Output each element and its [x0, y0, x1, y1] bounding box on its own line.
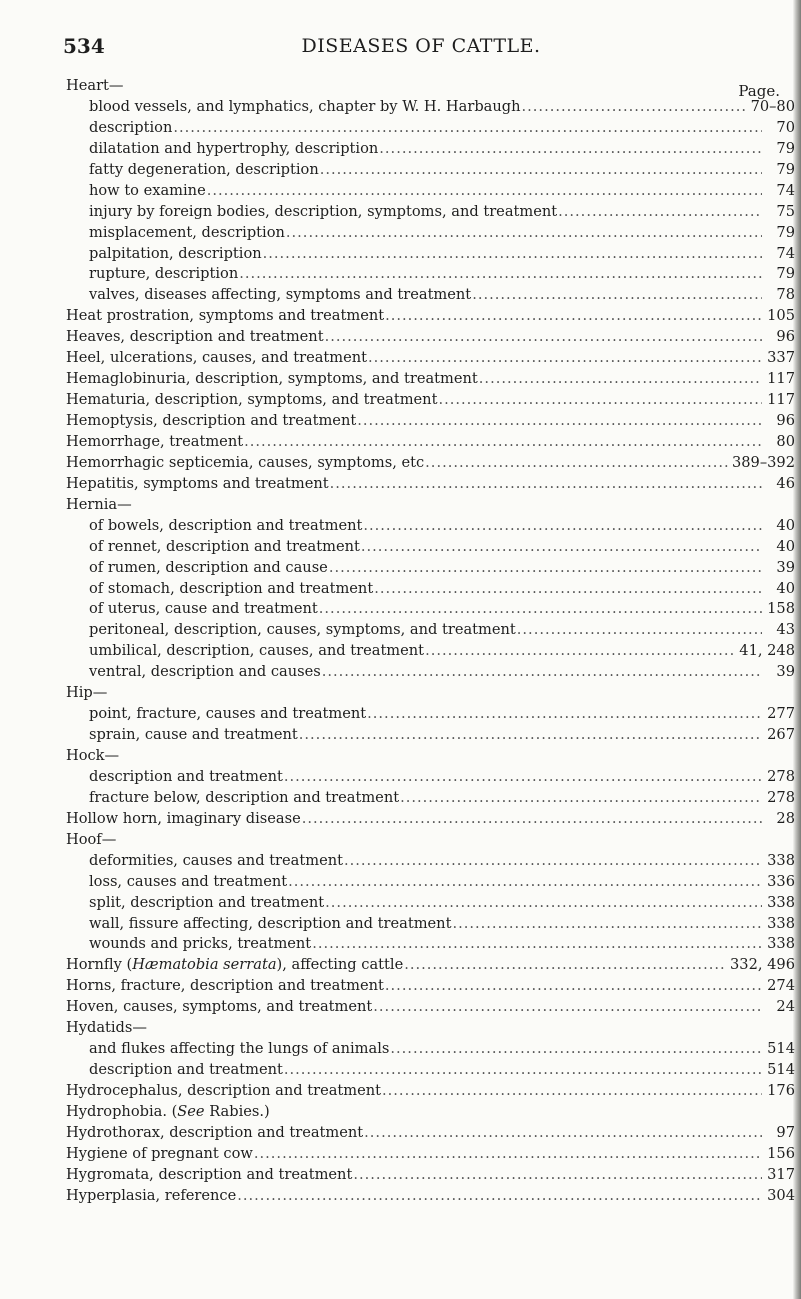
entry-text: Hygromata, description and treatment — [66, 1165, 353, 1183]
index-entry — [66, 1039, 795, 1060]
page-ref: 70 — [776, 118, 795, 136]
entry-text: loss, causes and treatment — [89, 872, 288, 890]
entry-text: fatty degeneration, description — [89, 160, 319, 178]
entry-text: Hollow horn, imaginary disease — [66, 809, 301, 827]
dot-leader — [302, 809, 762, 830]
entry-text: Horns, fracture, description and treatment — [66, 977, 384, 995]
dot-leader — [322, 662, 762, 683]
entry-text: of rennet, description and treatment — [89, 537, 360, 555]
entry-text-before: Hornfly ( — [66, 956, 133, 974]
entry-text — [66, 955, 403, 976]
page-ref: 46 — [776, 474, 795, 492]
index-entry — [66, 516, 795, 537]
index-entry — [66, 767, 795, 788]
entry-text: Hoven, causes, symptoms, and treatment — [66, 998, 373, 1016]
index-entry — [66, 306, 795, 327]
entry-text: valves, diseases affecting, symptoms and treatment — [89, 286, 472, 304]
index-entry — [66, 788, 795, 809]
index-entry — [66, 893, 795, 914]
index-entry — [66, 579, 795, 600]
page-ref: 158 — [767, 600, 795, 618]
dot-leader — [558, 202, 762, 223]
index-entry — [66, 997, 795, 1018]
page-ref: 277 — [767, 705, 795, 723]
page-ref: 74 — [776, 181, 795, 199]
entry-text: Hygiene of pregnant cow — [66, 1144, 253, 1162]
entry-text: Hydrothorax, description and treatment — [66, 1123, 364, 1141]
entry-text: ventral, description and causes — [89, 663, 321, 681]
page-ref: 514 — [767, 1040, 795, 1058]
page-ref: 39 — [776, 663, 795, 681]
index-entry — [66, 474, 795, 495]
dot-leader — [284, 767, 762, 788]
index-heading — [66, 830, 795, 851]
dot-leader — [400, 788, 762, 809]
dot-leader — [344, 851, 762, 872]
index-entry — [66, 851, 795, 872]
dot-leader — [325, 327, 762, 348]
entry-text: Hydrocephalus, description and treatment — [66, 1082, 382, 1099]
dot-leader — [373, 997, 762, 1018]
dot-leader — [319, 599, 762, 620]
page-ref: 80 — [776, 432, 795, 450]
entry-text: rupture, description — [89, 265, 239, 283]
dot-leader — [479, 369, 762, 390]
entry-text: Hyperplasia, reference — [66, 1186, 237, 1204]
entry-text: misplacement, description — [89, 223, 285, 241]
entry-text: Hemorrhagic septicemia, causes, symptoms, etc — [66, 453, 425, 471]
entry-text-italic: Hæmatobia serrata — [132, 956, 277, 974]
dot-leader — [207, 181, 762, 202]
dot-leader — [404, 955, 727, 976]
entry-text: Hock— — [66, 747, 120, 764]
dot-leader — [288, 872, 762, 893]
index-entry — [66, 809, 795, 830]
entry-text: sprain, cause and treatment — [89, 726, 298, 744]
entry-text: wall, fissure affecting, description and treatment — [89, 914, 452, 932]
index-entry — [66, 139, 795, 160]
index-entry — [66, 1144, 795, 1165]
index-entry — [66, 160, 795, 181]
entry-text: Hemaglobinuria, description, symptoms, and treatment — [66, 370, 478, 388]
page-ref: 278 — [767, 767, 795, 785]
dot-leader — [263, 244, 762, 265]
index-heading — [66, 683, 795, 704]
dot-leader — [299, 725, 762, 746]
page-ref: 338 — [767, 935, 795, 953]
page-ref: 40 — [776, 537, 795, 555]
entry-text: Hemorrhage, treatment — [66, 432, 244, 450]
index-entry — [66, 348, 795, 369]
entry-text: Hemoptysis, description and treatment — [66, 412, 357, 429]
index-entry — [66, 934, 795, 955]
dot-leader — [330, 474, 762, 495]
page-ref: 24 — [776, 998, 795, 1016]
dot-leader — [368, 348, 762, 369]
entry-text: dilatation and hypertrophy, description — [89, 139, 379, 157]
entry-text: Hernia— — [66, 495, 132, 513]
entry-text: fracture below, description and treatment — [89, 788, 400, 806]
dot-leader — [367, 704, 762, 725]
dot-leader — [364, 1123, 762, 1144]
index-heading — [66, 746, 795, 767]
page-ref: 41, 248 — [739, 642, 795, 660]
dot-leader — [312, 934, 762, 955]
page-ref: 267 — [767, 726, 795, 744]
index-entry — [66, 327, 795, 348]
entry-text: point, fracture, causes and treatment — [89, 705, 367, 723]
dot-leader — [452, 914, 762, 935]
dot-leader — [472, 285, 762, 306]
index-entry — [66, 181, 795, 202]
page-ref: 70–80 — [750, 97, 795, 115]
page-ref: 117 — [767, 391, 795, 409]
page-ref: 96 — [776, 328, 795, 346]
page-number: 534 — [63, 34, 105, 58]
index-heading — [66, 1102, 795, 1123]
index-entry — [66, 1165, 795, 1186]
page-column-label: Page. — [738, 82, 780, 100]
index-entry — [66, 264, 795, 285]
entry-text: Hoof— — [66, 830, 117, 848]
entry-text: of bowels, description and treatment — [89, 516, 363, 534]
page-ref: 79 — [776, 223, 795, 241]
index-heading — [66, 1018, 795, 1039]
dot-leader — [244, 432, 762, 453]
index-list — [66, 76, 795, 1207]
index-entry — [66, 976, 795, 997]
page-ref: 338 — [767, 851, 795, 869]
index-entry — [66, 390, 795, 411]
index-entry — [66, 558, 795, 579]
dot-leader — [379, 139, 762, 160]
index-entry — [66, 285, 795, 306]
entry-text: umbilical, description, causes, and treatment — [89, 642, 425, 660]
entry-text: how to examine — [89, 181, 206, 199]
entry-text-before: Hydrophobia. ( — [66, 1102, 178, 1120]
page-ref: 317 — [767, 1165, 795, 1183]
index-entry — [66, 955, 795, 976]
dot-leader — [325, 893, 762, 914]
entry-text: wounds and pricks, treatment — [89, 935, 312, 953]
index-entry — [66, 914, 795, 935]
entry-text-after: Rabies.) — [204, 1102, 270, 1120]
page-ref: 304 — [767, 1186, 795, 1204]
page-ref: 337 — [767, 349, 795, 367]
dot-leader — [284, 1060, 762, 1081]
page-ref: 74 — [776, 244, 795, 262]
dot-leader — [517, 620, 762, 641]
entry-text: and flukes affecting the lungs of animals — [89, 1040, 390, 1058]
page-ref: 43 — [776, 621, 795, 639]
page-ref: 336 — [767, 872, 795, 890]
dot-leader — [361, 537, 762, 558]
index-heading — [66, 495, 795, 516]
dot-leader — [438, 390, 762, 411]
entry-text: of uterus, cause and treatment — [89, 600, 318, 618]
entry-text: Hepatitis, symptoms and treatment — [66, 474, 329, 492]
entry-text: injury by foreign bodies, description, symptoms, and treatment — [89, 202, 558, 220]
dot-leader — [239, 264, 762, 285]
entry-text: split, description and treatment — [89, 893, 325, 911]
page-ref: 338 — [767, 893, 795, 911]
entry-text: of rumen, description and cause — [89, 558, 328, 576]
dot-leader — [382, 1081, 762, 1102]
entry-text: description and treatment — [89, 1061, 283, 1079]
page-ref: 332, 496 — [730, 956, 795, 974]
page-ref: 97 — [776, 1123, 795, 1141]
index-entry — [66, 599, 795, 620]
dot-leader — [385, 306, 762, 327]
index-entry — [66, 1186, 795, 1207]
index-entry — [66, 369, 795, 390]
dot-leader — [425, 453, 729, 474]
page-ref: 40 — [776, 516, 795, 534]
page-ref: 79 — [776, 160, 795, 178]
page-ref: 79 — [776, 139, 795, 157]
index-entry — [66, 641, 795, 662]
page-ref: 79 — [776, 265, 795, 283]
index-entry — [66, 725, 795, 746]
index-entry — [66, 1081, 795, 1102]
page-ref: 338 — [767, 914, 795, 932]
dot-leader — [374, 579, 762, 600]
page-ref: 156 — [767, 1144, 795, 1162]
dot-leader — [286, 223, 762, 244]
dot-leader — [522, 97, 748, 118]
entry-text: Heat prostration, symptoms and treatment — [66, 307, 385, 325]
index-entry — [66, 118, 795, 139]
dot-leader — [237, 1186, 762, 1207]
page-ref: 75 — [776, 202, 795, 220]
index-entry — [66, 223, 795, 244]
entry-text: Heart— — [66, 77, 124, 94]
entry-text: peritoneal, description, causes, symptoms, and treatment — [89, 621, 516, 639]
entry-text: description — [89, 118, 173, 136]
entry-text: blood vessels, and lymphatics, chapter by W. H. Harbaugh — [89, 97, 521, 115]
index-entry — [66, 662, 795, 683]
index-entry — [66, 244, 795, 265]
entry-text: palpitation, description — [89, 244, 262, 262]
dot-leader — [353, 1165, 762, 1186]
entry-text-italic: See — [177, 1102, 205, 1120]
page-ref: 39 — [776, 558, 795, 576]
entry-text: Hip— — [66, 684, 108, 702]
index-entry — [66, 537, 795, 558]
index-heading — [66, 76, 795, 97]
index-entry — [66, 453, 795, 474]
dot-leader — [363, 516, 762, 537]
index-entry — [66, 1123, 795, 1144]
page-ref: 278 — [767, 788, 795, 806]
index-entry — [66, 202, 795, 223]
index-entry — [66, 620, 795, 641]
page-ref: 28 — [776, 809, 795, 827]
entry-text: Hematuria, description, symptoms, and treatment — [66, 391, 438, 409]
page-ref: 389–392 — [731, 453, 795, 471]
page-ref: 40 — [776, 579, 795, 597]
page-ref: 274 — [767, 977, 795, 995]
running-head: DISEASES OF CATTLE. — [301, 35, 541, 57]
entry-text: deformities, causes and treatment — [89, 851, 343, 869]
page-ref: 176 — [767, 1082, 795, 1099]
page-ref: 96 — [776, 412, 795, 429]
entry-text: Heel, ulcerations, causes, and treatment — [66, 349, 368, 367]
dot-leader — [173, 118, 762, 139]
dot-leader — [425, 641, 736, 662]
index-entry — [66, 411, 795, 432]
entry-text — [66, 1102, 270, 1123]
dot-leader — [385, 976, 762, 997]
index-entry — [66, 1060, 795, 1081]
index-entry — [66, 97, 795, 118]
index-entry — [66, 872, 795, 893]
page-ref: 105 — [767, 307, 795, 325]
entry-text: Hydatids— — [66, 1019, 147, 1037]
page-ref: 117 — [767, 370, 795, 388]
dot-leader — [254, 1144, 762, 1165]
dot-leader — [320, 160, 762, 181]
index-entry — [66, 432, 795, 453]
dot-leader — [357, 411, 762, 432]
entry-text: description and treatment — [89, 767, 283, 785]
page-header — [63, 34, 779, 58]
dot-leader — [329, 558, 762, 579]
page-ref: 514 — [767, 1061, 795, 1079]
entry-text: Heaves, description and treatment — [66, 328, 324, 346]
index-entry — [66, 704, 795, 725]
entry-text-after: ), affecting cattle — [276, 956, 404, 974]
page-ref: 78 — [776, 286, 795, 304]
dot-leader — [390, 1039, 762, 1060]
entry-text: of stomach, description and treatment — [89, 579, 374, 597]
